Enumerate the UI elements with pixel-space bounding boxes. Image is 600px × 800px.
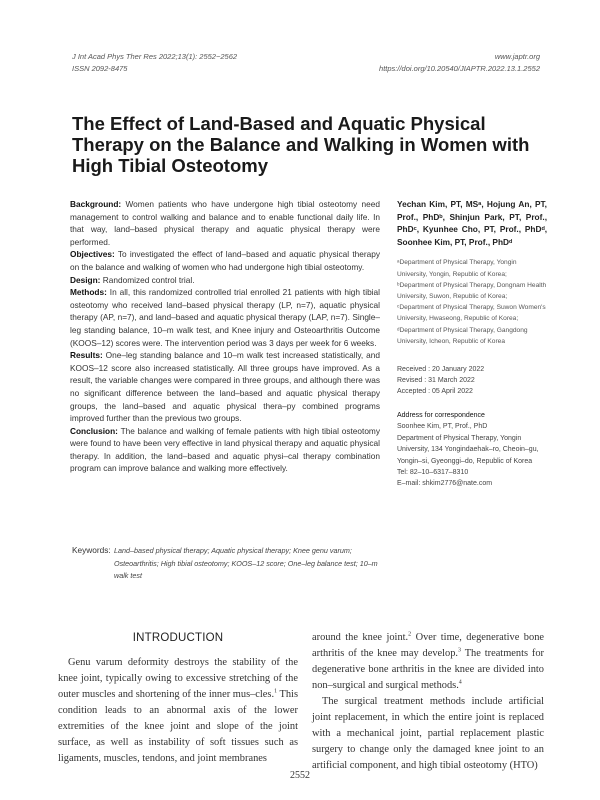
correspondence-heading: Address for correspondence bbox=[397, 412, 485, 419]
correspondence-name: Soonhee Kim, PT, Prof., PhD bbox=[397, 423, 488, 431]
intro-text: Over time, degenerative bone arthritis of the knee may develop. bbox=[312, 632, 545, 659]
article-dates bbox=[397, 364, 547, 397]
results-text: One–leg standing balance and 10–m walk test increased statistically, and KOOS–12 score also increased statistically. All three groups have improved. As a result, the variable changes were compared in three groups, and although there was no significant difference between the land–based and aquatic physical therapy groups, the land–based and aquatic physical thera–py combined programs improved further than the previous two groups. bbox=[70, 350, 381, 424]
journal-website-link[interactable]: www.japtr.org bbox=[494, 52, 540, 61]
affiliation-a: ᵃDepartment of Physical Therapy, Yongin University, Yongin, Republic of Korea; bbox=[397, 259, 517, 278]
methods-text: In all, this randomized controlled trial enrolled 21 patients with high tibial osteotomy who received land–based physical therapy (LP, n=7), aquatic physical therapy (AP, n=7), and land–based and aquatic physical therapy (LAP, n=7). Single–leg standing balance, 10–m walk test, and Knee injury and Osteoarthritis Outcome (KOOS–12) scores were. The intervention period was 3 days per week for 6 weeks. bbox=[70, 287, 380, 348]
correspondence-address: Department of Physical Therapy, Yongin University, 134 Yongindaehak–ro, Cheoin–gu, Yongin–si, Gyeonggi–do, Republic of Korea bbox=[397, 434, 539, 465]
intro-text: The treatments for degenerative bone arthritis in the knee are divided into non–surgical and surgical methods. bbox=[312, 648, 545, 691]
doi-link[interactable]: https://doi.org/10.20540/JIAPTR.2022.13.1.2552 bbox=[379, 64, 540, 73]
journal-citation: J Int Acad Phys Ther Res 2022;13(1): 2552~2562 bbox=[72, 52, 238, 61]
affiliation-c: ᶜDepartment of Physical Therapy, Suwon Women's University, Hwaseong, Republic of Korea; bbox=[397, 304, 546, 323]
intro-paragraph-1-cont bbox=[312, 630, 544, 694]
abstract-design bbox=[70, 274, 380, 287]
revised-date: Revised : 31 March 2022 bbox=[397, 377, 475, 384]
methods-label: Methods: bbox=[70, 287, 107, 298]
issn: ISSN 2092-8475 bbox=[72, 64, 128, 73]
correspondence bbox=[397, 410, 547, 490]
body-column-left bbox=[58, 655, 298, 767]
abstract-objectives bbox=[70, 248, 380, 273]
abstract-methods bbox=[70, 286, 380, 349]
affiliation-d: ᵈDepartment of Physical Therapy, Gangdong University, Icheon, Republic of Korea bbox=[397, 326, 528, 345]
objectives-label: Objectives: bbox=[70, 249, 115, 260]
intro-text: around the knee joint. bbox=[312, 632, 409, 643]
running-header-right bbox=[379, 51, 540, 75]
section-heading-introduction: INTRODUCTION bbox=[132, 632, 224, 644]
body-column-right bbox=[312, 630, 544, 774]
citation-ref[interactable]: 2 bbox=[408, 631, 412, 638]
citation-ref[interactable]: 4 bbox=[458, 679, 462, 686]
author-block bbox=[397, 198, 547, 490]
citation-ref[interactable]: 1 bbox=[274, 688, 278, 695]
keywords-label: Keywords: bbox=[72, 545, 111, 555]
affiliation-b: ᵇDepartment of Physical Therapy, Dongnam Health University, Suwon, Republic of Korea; bbox=[397, 281, 547, 300]
received-date: Received : 20 January 2022 bbox=[397, 366, 485, 373]
intro-paragraph-2: The surgical treatment methods include artificial joint replacement, in which the entire joint is replaced with a mechanical joint, partial replacement plastic surgery to change only the damaged knee joint to an artificial component, and high tibial osteotomy (HTO) bbox=[312, 696, 544, 771]
abstract-results bbox=[70, 349, 380, 425]
conclusion-text: The balance and walking of female patients with high tibial osteotomy were found to have been very effective in land physical therapy and aquatic physical therapy. In addition, the land–based and aquatic physi–cal therapy combination program can improve balance and walking more effectively. bbox=[70, 425, 380, 474]
author-names: Yechan Kim, PT, MSᵃ, Hojung An, PT, Prof., PhDᵇ, Shinjun Park, PT, Prof., PhDᶜ, Kyunhee Cho, PT, Prof., PhDᵈ, Soonhee Kim, PT, Prof., PhDᵈ bbox=[397, 199, 547, 247]
correspondence-email[interactable]: E–mail: shkim2776@nate.com bbox=[397, 480, 493, 488]
results-label: Results: bbox=[70, 350, 103, 361]
design-text: Randomized control trial. bbox=[102, 274, 195, 285]
keywords-text: Land–based physical therapy; Aquatic physical therapy; Knee genu varum; Osteoarthritis; High tibial osteotomy; KOOS–12 score; One–leg balance test; 10–m walk test bbox=[114, 546, 378, 581]
citation-ref[interactable]: 3 bbox=[458, 647, 462, 654]
running-header-left bbox=[72, 51, 237, 75]
accepted-date: Accepted : 05 April 2022 bbox=[397, 388, 473, 395]
background-label: Background: bbox=[70, 199, 122, 209]
paper-title: The Effect of Land-Based and Aquatic Physical Therapy on the Balance and Walking in Women with High Tibial Osteotomy bbox=[72, 113, 530, 176]
background-text: Women patients who have undergone high tibial osteotomy need management to control walking and balance and to enable functional daily life. In that way, land–based physical therapy and aquatic physical therapy were performed. bbox=[70, 199, 380, 247]
abstract-background bbox=[70, 198, 380, 248]
design-label: Design: bbox=[70, 274, 101, 285]
correspondence-tel: Tel: 82–10–6317–8310 bbox=[397, 469, 469, 477]
abstract-conclusion bbox=[70, 425, 380, 475]
abstract bbox=[70, 198, 380, 475]
intro-text: This condition leads to an abnormal axis of the lower extremities of the knee joint and slope of the joint surface, as well as instability of soft tissues such as ligaments, muscles, tendons, and joint membranes bbox=[58, 689, 298, 764]
objectives-text: To investigated the effect of land–based and aquatic physical therapy on the balance and walking of women who had undergone high tibial osteotomy. bbox=[70, 249, 381, 272]
intro-paragraph-1 bbox=[58, 655, 298, 767]
affiliations bbox=[397, 257, 547, 347]
page-number: 2552 bbox=[290, 770, 310, 781]
conclusion-label: Conclusion: bbox=[70, 425, 118, 436]
intro-text: Genu varum deformity destroys the stability of the knee joint, typically owing to excessive stretching of the outer muscles and shortening of the inner mus–cles. bbox=[58, 657, 298, 700]
